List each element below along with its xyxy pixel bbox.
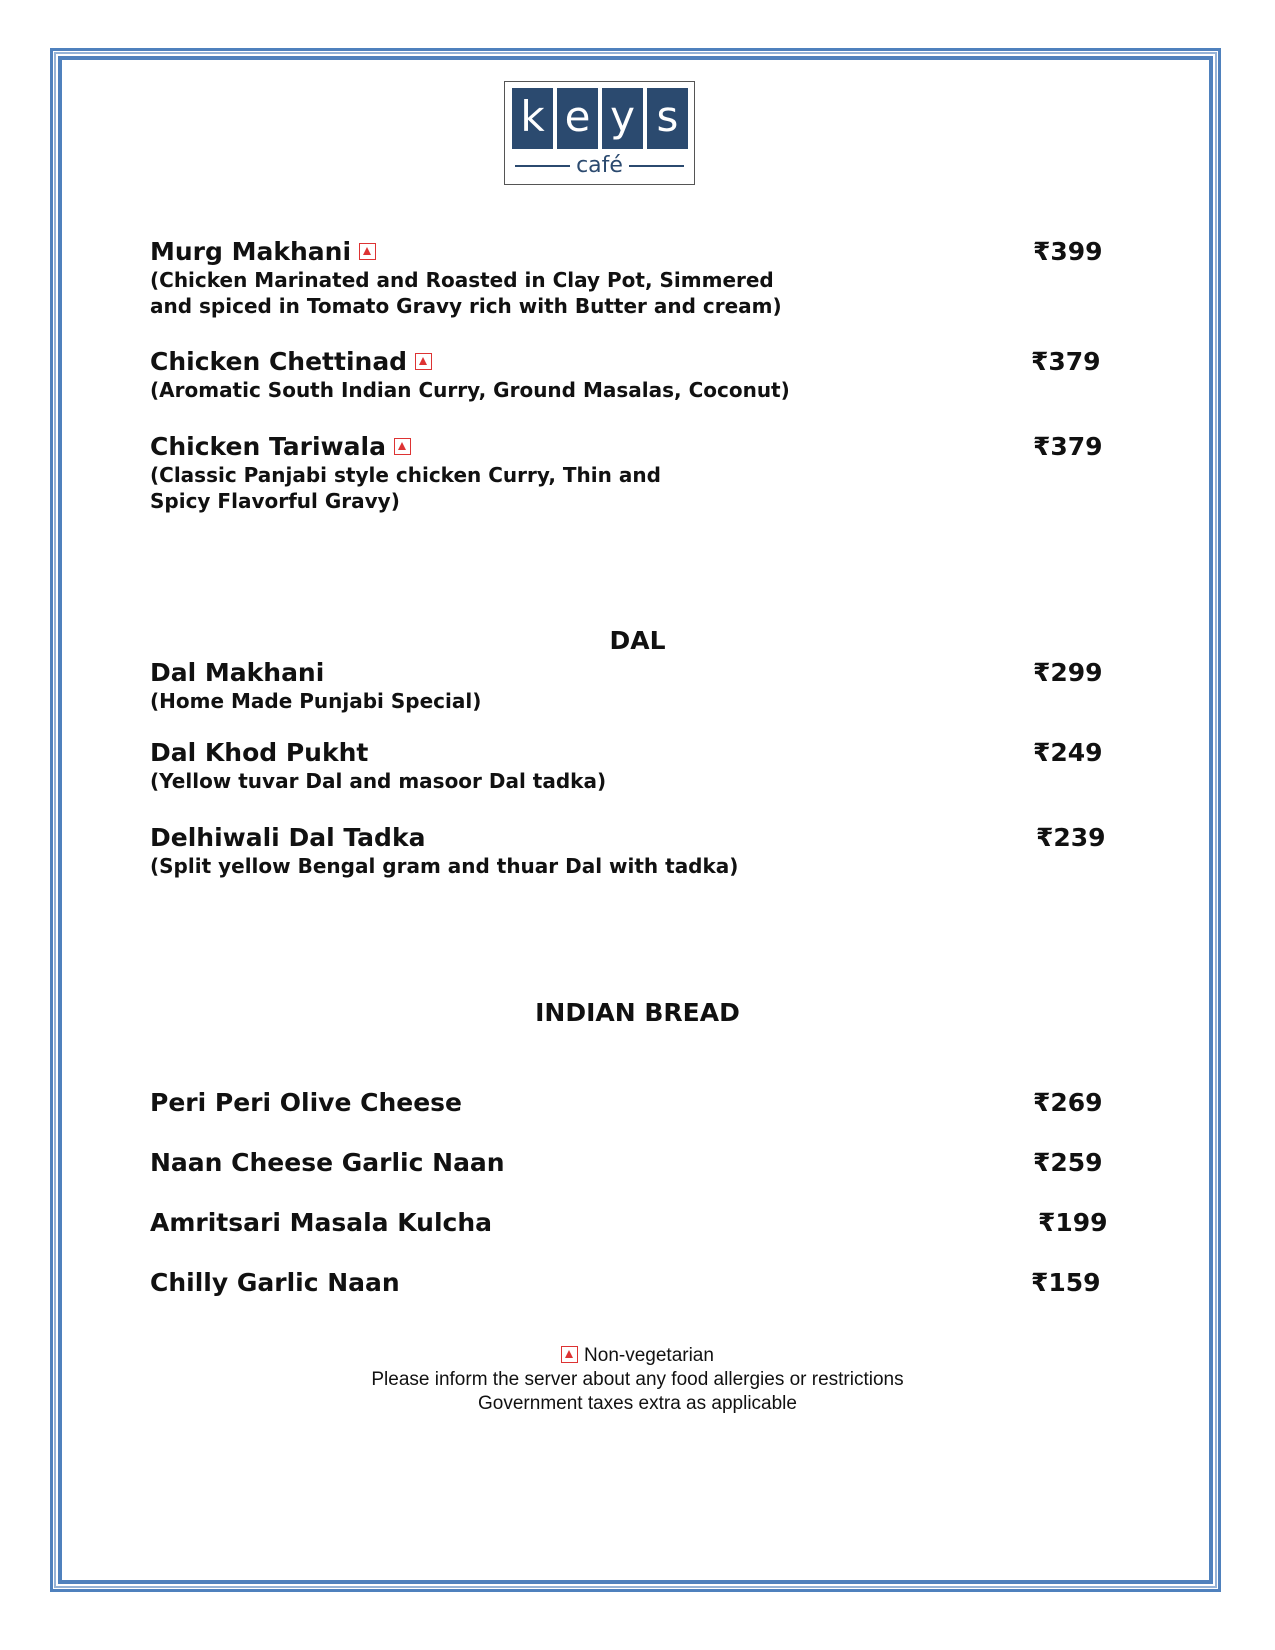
item-description: (Chicken Marinated and Roasted in Clay Pot, Simmered (150, 268, 774, 292)
menu-item (150, 1148, 1120, 1178)
item-price: ₹199 (1038, 1208, 1108, 1237)
item-price: ₹379 (1031, 347, 1101, 376)
menu-item (150, 1208, 1120, 1238)
non-veg-icon (359, 243, 376, 260)
menu-item (150, 1088, 1120, 1118)
logo-letter: y (602, 88, 643, 149)
logo-rule-left (515, 165, 570, 167)
item-name: Amritsari Masala Kulcha (150, 1208, 493, 1237)
section-title-dal: DAL (609, 626, 666, 655)
menu-item (150, 823, 1120, 879)
logo-letter: k (512, 88, 553, 149)
item-name: Chicken Tariwala (150, 432, 386, 461)
item-price: ₹159 (1031, 1268, 1101, 1297)
non-veg-icon (415, 353, 432, 370)
logo-letter: s (647, 88, 688, 149)
item-description: (Home Made Punjabi Special) (150, 689, 482, 713)
item-name: Dal Khod Pukht (150, 738, 369, 767)
menu-item (150, 1268, 1120, 1298)
logo-rule-right (629, 165, 684, 167)
item-name: Naan Cheese Garlic Naan (150, 1148, 505, 1177)
item-description: Spicy Flavorful Gravy) (150, 489, 400, 513)
menu-item (150, 347, 1120, 403)
item-name: Dal Makhani (150, 658, 325, 687)
menu-item (150, 432, 1120, 514)
menu-item (150, 237, 1120, 319)
allergy-note: Please inform the server about any food allergies or restrictions (371, 1369, 904, 1390)
item-price: ₹379 (1033, 432, 1103, 461)
item-price: ₹249 (1033, 738, 1103, 767)
item-description: (Yellow tuvar Dal and masoor Dal tadka) (150, 769, 607, 793)
non-veg-icon (561, 1346, 578, 1363)
menu-item (150, 738, 1120, 794)
item-description: (Split yellow Bengal gram and thuar Dal with tadka) (150, 854, 739, 878)
logo-subtitle: café (576, 153, 623, 178)
logo-letter: e (557, 88, 598, 149)
item-name: Delhiwali Dal Tadka (150, 823, 426, 852)
non-veg-icon (394, 438, 411, 455)
item-price: ₹259 (1033, 1148, 1103, 1177)
item-description: (Classic Panjabi style chicken Curry, Thin and (150, 463, 661, 487)
item-name: Murg Makhani (150, 237, 352, 266)
item-price: ₹269 (1033, 1088, 1103, 1117)
item-description: and spiced in Tomato Gravy rich with Butter and cream) (150, 294, 782, 318)
legend-label: Non-vegetarian (584, 1345, 714, 1366)
item-price: ₹299 (1033, 658, 1103, 687)
item-description: (Aromatic South Indian Curry, Ground Masalas, Coconut) (150, 378, 790, 402)
keys-cafe-logo (504, 81, 695, 185)
section-title-indian-bread: INDIAN BREAD (535, 998, 740, 1027)
item-name: Peri Peri Olive Cheese (150, 1088, 462, 1117)
item-name: Chilly Garlic Naan (150, 1268, 400, 1297)
item-price: ₹239 (1036, 823, 1106, 852)
tax-note: Government taxes extra as applicable (478, 1393, 797, 1414)
item-name: Chicken Chettinad (150, 347, 408, 376)
item-price: ₹399 (1033, 237, 1103, 266)
menu-item (150, 658, 1120, 714)
legend-row (0, 1344, 1275, 1368)
